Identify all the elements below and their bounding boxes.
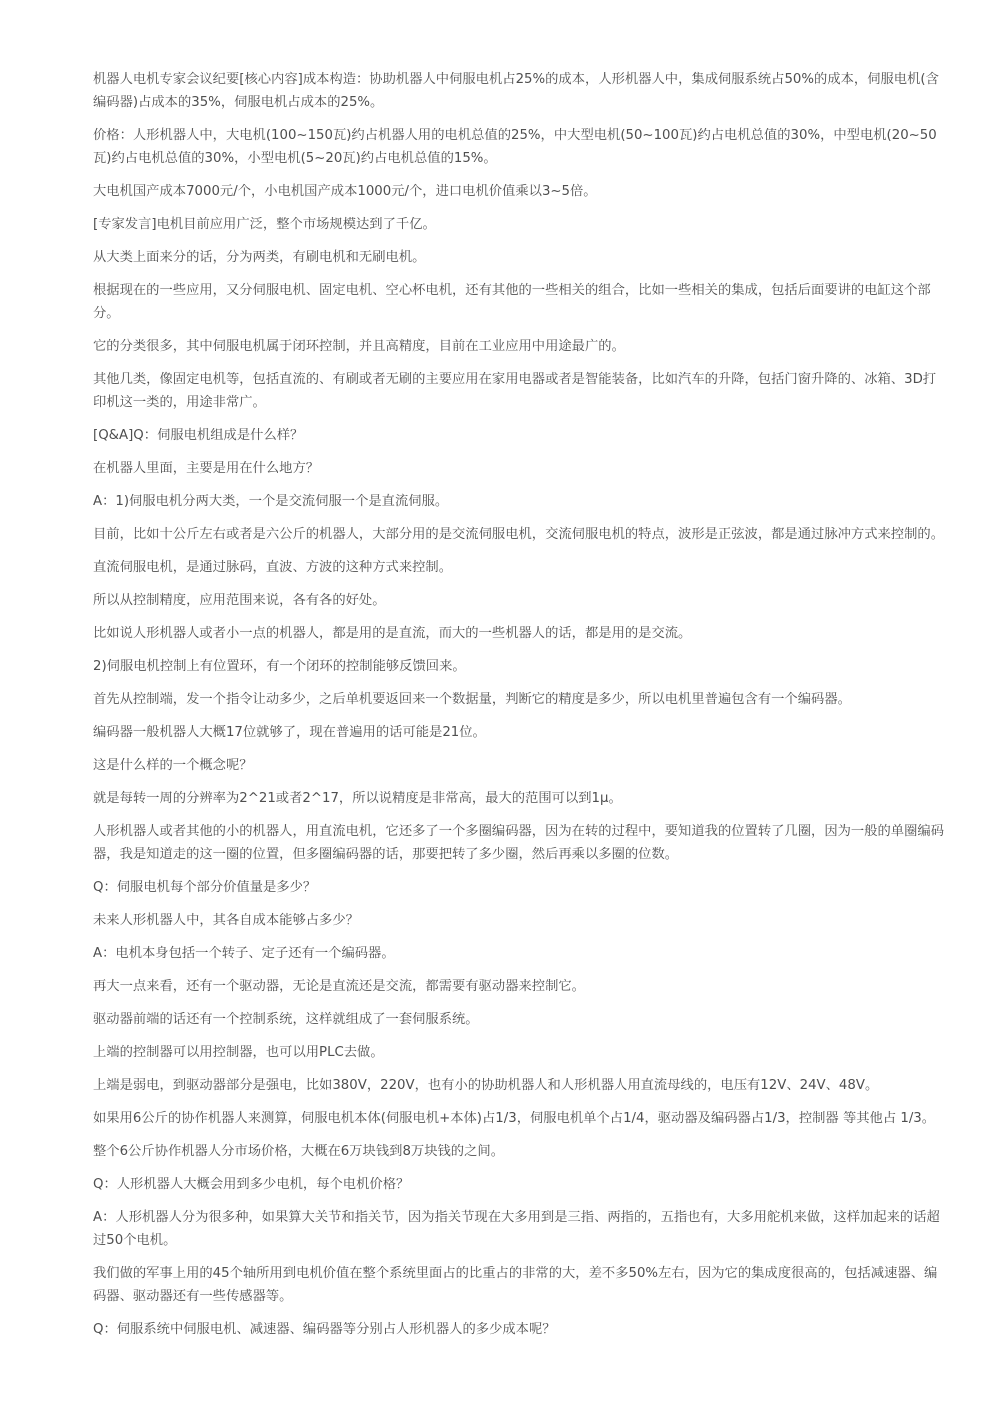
paragraph: 大电机国产成本7000元/个，小电机国产成本1000元/个，进口电机价值乘以3~5倍。 bbox=[93, 184, 597, 199]
paragraph: 未来人形机器人中，其各自成本能够占多少？ bbox=[93, 913, 359, 928]
paragraph: 其他几类，像固定电机等，包括直流的、有刷或者无刷的主要应用在家用电器或者是智能装备，比如汽车的升降，包括门窗升降的、冰箱、3D打印机这一类的，用途非常广。 bbox=[93, 372, 937, 410]
paragraph: 直流伺服电机，是通过脉码，直波、方波的这种方式来控制。 bbox=[93, 560, 453, 575]
paragraph: [Q&A]Q：伺服电机组成是什么样？ bbox=[93, 428, 304, 443]
document-body bbox=[93, 68, 945, 1351]
paragraph: Q：人形机器人大概会用到多少电机，每个电机价格？ bbox=[93, 1177, 410, 1192]
paragraph: 根据现在的一些应用，又分伺服电机、固定电机、空心杯电机，还有其他的一些相关的组合，比如一些相关的集成，包括后面要讲的电缸这个部分。 bbox=[93, 283, 931, 321]
paragraph: 价格：人形机器人中，大电机(100~150瓦)约占机器人用的电机总值的25%，中大型电机(50~100瓦)约占电机总值的30%，中型电机(20~50瓦)约占电机总值的30%，小型电机(5~20瓦)约占电机总值的15%。 bbox=[93, 128, 937, 166]
paragraph: 整个6公斤协作机器人分市场价格，大概在6万块钱到8万块钱的之间。 bbox=[93, 1144, 504, 1159]
paragraph: 所以从控制精度，应用范围来说，各有各的好处。 bbox=[93, 593, 386, 608]
paragraph: 就是每转一周的分辨率为2^21或者2^17，所以说精度是非常高，最大的范围可以到1μ。 bbox=[93, 791, 622, 806]
paragraph: 这是什么样的一个概念呢？ bbox=[93, 758, 253, 773]
paragraph: 上端是弱电，到驱动器部分是强电，比如380V，220V，也有小的协助机器人和人形机器人用直流母线的，电压有12V、24V、48V。 bbox=[93, 1078, 879, 1093]
paragraph: 再大一点来看，还有一个驱动器，无论是直流还是交流，都需要有驱动器来控制它。 bbox=[93, 979, 585, 994]
paragraph: A：电机本身包括一个转子、定子还有一个编码器。 bbox=[93, 946, 395, 961]
paragraph: Q：伺服电机每个部分价值量是多少？ bbox=[93, 880, 317, 895]
paragraph: A：人形机器人分为很多种，如果算大关节和指关节，因为指关节现在大多用到是三指、两指的，五指也有，大多用舵机来做，这样加起来的话超过50个电机。 bbox=[93, 1210, 940, 1248]
paragraph: 我们做的军事上用的45个轴所用到电机价值在整个系统里面占的比重占的非常的大，差不多50%左右，因为它的集成度很高的，包括减速器、编码器、驱动器还有一些传感器等。 bbox=[93, 1266, 938, 1304]
paragraph: 它的分类很多，其中伺服电机属于闭环控制，并且高精度，目前在工业应用中用途最广的。 bbox=[93, 339, 625, 354]
paragraph: 从大类上面来分的话，分为两类，有刷电机和无刷电机。 bbox=[93, 250, 426, 265]
paragraph: 驱动器前端的话还有一个控制系统，这样就组成了一套伺服系统。 bbox=[93, 1012, 479, 1027]
paragraph: 2)伺服电机控制上有位置环，有一个闭环的控制能够反馈回来。 bbox=[93, 659, 466, 674]
paragraph: 在机器人里面，主要是用在什么地方？ bbox=[93, 461, 320, 476]
paragraph: 比如说人形机器人或者小一点的机器人，都是用的是直流，而大的一些机器人的话，都是用的是交流。 bbox=[93, 626, 692, 641]
paragraph: 编码器一般机器人大概17位就够了，现在普遍用的话可能是21位。 bbox=[93, 725, 486, 740]
paragraph: 上端的控制器可以用控制器，也可以用PLC去做。 bbox=[93, 1045, 384, 1060]
paragraph: 机器人电机专家会议纪要[核心内容]成本构造：协助机器人中伺服电机占25%的成本，人形机器人中，集成伺服系统占50%的成本，伺服电机(含编码器)占成本的35%，伺服电机占成本的25%。 bbox=[93, 72, 939, 110]
paragraph: 如果用6公斤的协作机器人来测算，伺服电机本体(伺服电机+本体)占1/3，伺服电机单个占1/4，驱动器及编码器占1/3，控制器 等其他占 1/3。 bbox=[93, 1111, 936, 1126]
paragraph: 首先从控制端，发一个指令让动多少，之后单机要返回来一个数据量，判断它的精度是多少，所以电机里普遍包含有一个编码器。 bbox=[93, 692, 851, 707]
paragraph: 目前，比如十公斤左右或者是六公斤的机器人，大部分用的是交流伺服电机，交流伺服电机的特点，波形是正弦波，都是通过脉冲方式来控制的。 bbox=[93, 527, 944, 542]
paragraph: [专家发言]电机目前应用广泛，整个市场规模达到了千亿。 bbox=[93, 217, 436, 232]
paragraph: A：1)伺服电机分两大类，一个是交流伺服一个是直流伺服。 bbox=[93, 494, 449, 509]
paragraph: 人形机器人或者其他的小的机器人，用直流电机，它还多了一个多圈编码器，因为在转的过程中，要知道我的位置转了几圈，因为一般的单圈编码器，我是知道走的这一圈的位置，但多圈编码器的话，那要把转了多少圈，然后再乘以多圈的位数。 bbox=[93, 824, 944, 862]
paragraph: Q：伺服系统中伺服电机、减速器、编码器等分别占人形机器人的多少成本呢？ bbox=[93, 1322, 556, 1337]
